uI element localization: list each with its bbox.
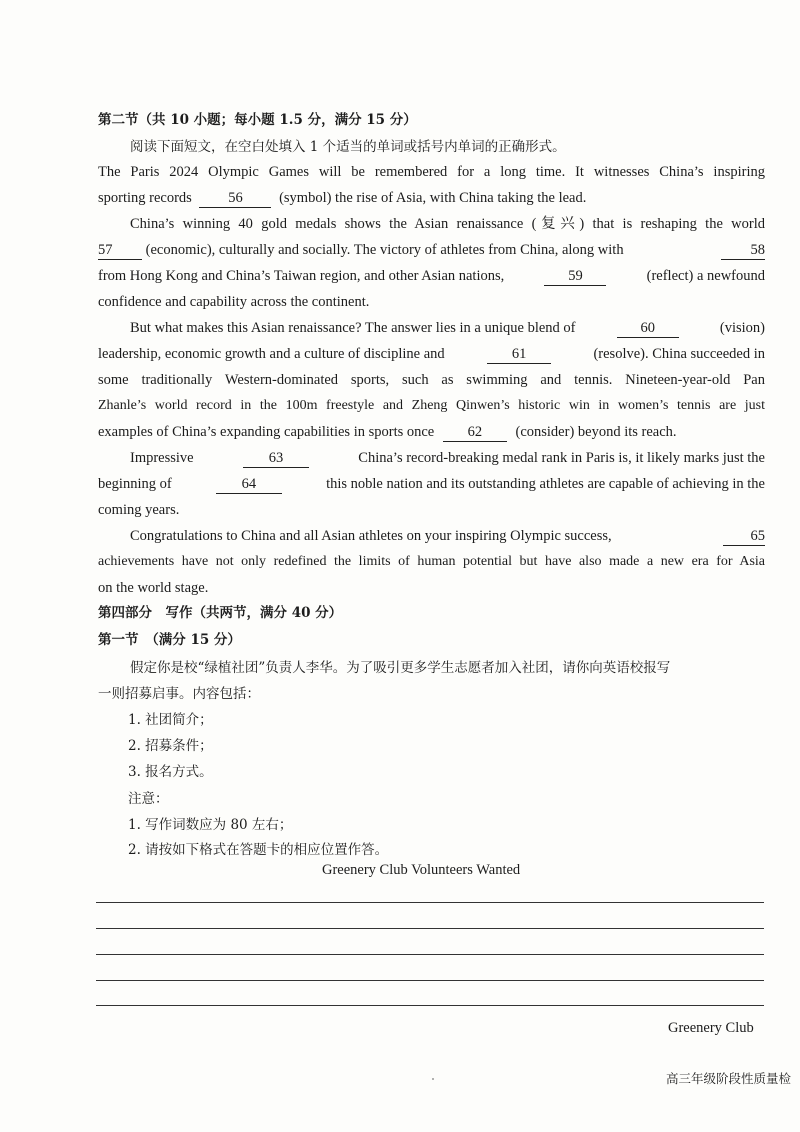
passage-line <box>130 449 765 468</box>
passage-text: (reflect) a newfound <box>646 268 765 284</box>
content-item: 3. 报名方式。 <box>128 764 213 780</box>
passage-text: (economic), culturally and socially. The victory of athletes from China, along with <box>145 242 624 258</box>
part4-heading: 第四部分 写作（共两节，满分 40 分） <box>98 605 343 621</box>
passage-line <box>98 345 765 364</box>
footer-text: 高三年级阶段性质量检 <box>666 1071 792 1086</box>
passage-line: on the world stage. <box>98 580 209 596</box>
section2-instruction: 阅读下面短文，在空白处填入 1 个适当的单词或括号内单词的正确形式。 <box>130 139 566 155</box>
blank-64[interactable]: 64 <box>216 475 282 494</box>
writing-prompt-line: 假定你是校“绿植社团”负责人李华。为了吸引更多学生志愿者加入社团，请你向英语校报写 <box>130 660 671 676</box>
passage-text: this noble nation and its outstanding athletes are capable of achieving in the <box>326 476 765 492</box>
passage-line: some traditionally Western-dominated sports, such as swimming and tennis. Nineteen-year-old Pan <box>98 372 765 388</box>
passage-line <box>98 475 765 494</box>
answer-line[interactable] <box>96 902 764 903</box>
blank-59[interactable]: 59 <box>544 267 606 286</box>
passage-line <box>98 267 765 286</box>
passage-text: But what makes this Asian renaissance? The answer lies in a unique blend of <box>130 320 576 336</box>
blank-56[interactable]: 56 <box>199 189 271 208</box>
blank-61[interactable]: 61 <box>487 345 551 364</box>
passage-line: achievements have not only redefined the limits of human potential but have also made a new era for Asia <box>98 554 765 569</box>
blank-57[interactable]: 57 <box>98 241 142 260</box>
blank-63[interactable]: 63 <box>243 449 309 468</box>
part4-sub-heading: 第一节 （满分 15 分） <box>98 632 241 648</box>
note-item: 2. 请按如下格式在答题卡的相应位置作答。 <box>128 842 389 858</box>
passage-text: sporting records <box>98 190 192 206</box>
passage-text: examples of China’s expanding capabilities in sports once <box>98 424 435 440</box>
passage-line <box>98 189 586 208</box>
passage-line: confidence and capability across the continent. <box>98 294 370 310</box>
passage-text: Congratulations to China and all Asian athletes on your inspiring Olympic success, <box>130 528 612 544</box>
passage-text: beginning of <box>98 476 172 492</box>
passage-line: Zhanle’s world record in the 100m freestyle and Zheng Qinwen’s historic win in women’s tennis are just <box>98 398 765 413</box>
blank-65[interactable]: 65 <box>723 527 765 546</box>
passage-text: (vision) <box>719 320 765 336</box>
passage-text: (resolve). China succeeded in <box>593 346 765 362</box>
passage-text: China’s record-breaking medal rank in Paris is, it likely marks just the <box>358 450 765 466</box>
passage-line <box>98 423 677 442</box>
answer-line[interactable] <box>96 928 764 929</box>
passage-line: coming years. <box>98 502 180 518</box>
note-item: 1. 写作词数应为 80 左右； <box>128 817 293 833</box>
notes-label: 注意： <box>128 791 169 807</box>
answer-title: Greenery Club Volunteers Wanted <box>322 862 521 878</box>
section2-heading: 第二节（共 10 小题；每小题 1.5 分，满分 15 分） <box>98 112 417 128</box>
passage-text: (symbol) the rise of Asia, with China taking the lead. <box>279 190 587 206</box>
passage-text: (consider) beyond its reach. <box>515 424 677 440</box>
passage-line <box>130 319 765 338</box>
answer-line[interactable] <box>96 954 764 955</box>
passage-line <box>98 241 765 260</box>
content-item: 2. 招募条件； <box>128 738 213 754</box>
passage-text: from Hong Kong and China’s Taiwan region, and other Asian nations, <box>98 268 505 284</box>
blank-62[interactable]: 62 <box>443 423 507 442</box>
writing-prompt-line: 一则招募启事。内容包括： <box>98 686 260 702</box>
answer-line[interactable] <box>96 980 764 981</box>
passage-line: The Paris 2024 Olympic Games will be remembered for a long time. It witnesses China’s inspiring <box>98 164 765 180</box>
passage-line <box>130 527 765 546</box>
signature: Greenery Club <box>668 1020 754 1036</box>
answer-line[interactable] <box>96 1005 764 1006</box>
scan-speck <box>432 1078 434 1080</box>
blank-58[interactable]: 58 <box>721 241 765 260</box>
blank-60[interactable]: 60 <box>617 319 679 338</box>
passage-text: leadership, economic growth and a culture of discipline and <box>98 346 445 362</box>
passage-line: China’s winning 40 gold medals shows the Asian renaissance (复兴) that is reshaping the world <box>130 216 765 232</box>
content-item: 1. 社团简介； <box>128 712 213 728</box>
passage-text: Impressive <box>130 450 194 466</box>
